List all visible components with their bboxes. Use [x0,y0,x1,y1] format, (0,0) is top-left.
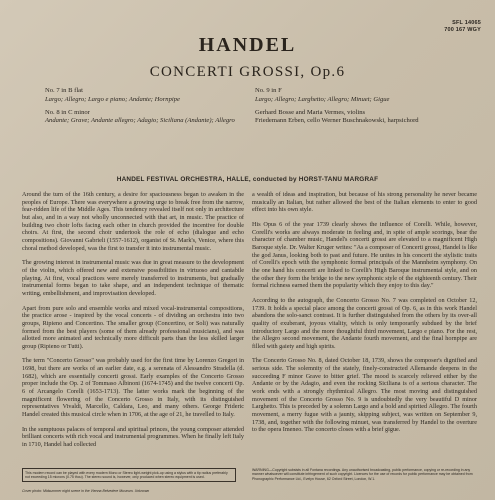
liner-paragraph: The growing interest in instrumental music was due in great measure to the development of the violin, which offered new and extensive possibilities in virtuoso and cantabile playing. At first, vocal practices were merely transferred to instruments, but gradually instrumental forms began to take shape, and an independent technique of thematic writing, embellishment, and improvisation developed. [22,259,244,297]
cover-photo-credit: Cover photo: Midsummer night scene in the Vienna Belvedere Museum. Unknown [22,489,150,493]
work-movements: Largo; Allegro; Largo e piano; Andante; Hornpipe [45,95,180,103]
catalog-number [444,20,481,34]
works-list-left [45,87,250,130]
soloists-violins: Gerhard Bosse and Maria Vermes, violins [255,108,366,116]
liner-paragraph: The term "Concerto Grosso" was probably used for the first time by Lorenzo Gregori in 1698, but there are works of an earlier date, e.g. a serenata of Alessandro Stradella (d. 1682), which are essentially concerti grossi. Early examples of the Concerto Grosso proper include the Op. 2 of Tommaso Albinoni (1674-1745) and the twelve concerti Op. 6 of Arcangelo Corelli (1653-1713). The latter works mark the beginning of the magnificent flowering of the Concerto Grosso in Italy, with its distinguished representatives Vivaldi, Marcello, Caldara, Leo, and many others. George Frideric Handel created this musical circle when in 1706, at the age of 21, he travelled to Italy. [22,357,244,419]
work-title: CONCERTI GROSSI, Op.6 [149,64,346,80]
performers-line: HANDEL FESTIVAL ORCHESTRA, HALLE, conducted by HORST-TANU MARGRAF [116,176,379,183]
liner-paragraph: Apart from pure solo and ensemble works and mixed vocal-instrumental compositions, the practice arose - inspired by the vocal concerts - of dividing an orchestra into two groups, Ripieno and Concertino. The smaller group (Concertino, or Soli) was naturally formed from the best players (some of them already professional musicians), and was allotted more animated and technically more difficult parts than the less skilled larger group (Ripieno or Tutti). [22,304,244,350]
liner-notes-right [252,191,477,434]
work-movements: Largo; Allegro; Larghetto; Allegro; Minuet; Gigue [255,95,390,103]
liner-paragraph: The Concerto Grosso No. 8, dated October 18, 1739, shows the composer's dignified and serious side. The solemnity of the stately, finely-constructed Allemande deepens in the succeeding F minor Grave to bitter grief. The mood is scarcely relieved either by the Andante or by the Adagio, and even the rocking Siciliana is of a serious character. The work ends with a strongly rhythmical Allegro. The most moving and distinguished movement of the Concerto Grosso No. 9 is undoubtedly the very beautiful D minor Larghetto. This is preceded by a solemn Largo and a bold and spirited Allegro. The fourth movement, a merry fugue with a jaunty, skipping subject, was written on September 9, 1738, and, together with the following minuet, was transferred by Handel to the overture to the opera Imeneo. The concerto closes with a brief gigue. [252,357,477,434]
stylus-notice-box: This modern record can be played with every modern Mono or Stereo light-weight pick-up using a stylus with a tip radius preferably not exceeding 15 microns (0.75 thou). The stereo sound is, however, only produced when stereo equipment is used. [22,468,236,482]
liner-paragraph: In the sumptuous palaces of temporal and spiritual princes, the young composer attended brilliant concerts with rich vocal and instrumental programmes. When he finally left Italy in 1710, Handel had collected [22,425,244,449]
work-heading: No. 8 in C minor [45,108,90,116]
copyright-warning: WARNING—Copyright subsists in all Fontana recordings. Any unauthorised broadcasting, public performance, copying or re-recording in any manner whatsoever will constitute infringement of such copyright. Licences for the use of records for public performance may be obtained from Phonographic Performance Ltd., Evelyn House, 62 Oxford Street, London, W.1. [252,468,473,481]
catalog-line-2: 700 167 WGY [444,27,481,33]
composer-heading: HANDEL [198,34,297,56]
liner-paragraph: According to the autograph, the Concerto Grosso No. 7 was completed on October 12, 1739. It holds a special place among the concerti grossi of Op. 6, as in this work Handel abandons the solo-sanct contrast. It is further distinguished from the others by its over-all quality of exuberant, joyous vitality, which is only temporarily subdued by the brief introductory Largo and the more thoughtful third movement, Largo e piano. For the rest, the Allegro second movement, the Andante fourth movement, and the final hornpipe are filled with gaiety and high spirits. [252,296,477,350]
liner-paragraph: Around the turn of the 16th century, a desire for spaciousness began to awaken in the peoples of Europe. There was everywhere a growing urge to break free from the narrow, fear-ridden life of the Middle Ages. This tendency revealed itself not only in architecture but also, and in a way not wholly unconnected with that art, in music. The practice of building two choir lofts facing each other in church provided the incentive for double choirs. At first, the second choir undertook the role of echo (dialogue and echo compositions). Giovanni Gabrieli (1557-1612), organist of St. Mark's, Venice, where this choral method developed, was the first to transfer it into instrumental music. [22,191,244,252]
work-heading: No. 9 in F [255,87,282,94]
liner-paragraph: a wealth of ideas and inspiration, but because of his strong personality he never became musically an Italian, but rather allowed the best of the Italian elements to enter to good effect into his own style. [252,191,477,214]
catalog-line-1: SFL 14065 [452,20,481,26]
work-heading: No. 7 in B flat [45,87,83,94]
liner-paragraph: His Opus 6 of the year 1739 clearly shows the influence of Corelli. While, however, Corelli's works are always moderate in feeling and, in spite of ample scorings, bear the character of chamber music, Handel's concerti grossi are elevated to a magnificent High Baroque style. Dr. Walter Kruger writes: "As a composer of Concerti grossi, Handel is like the god Janus, looking both to past and future. He unites in his concerti the stylistic traits of Corelli's epoch with the symphonic formal principals of the Mannheim symphony. On the one hand his concerti are linked to Corelli's High Baroque instrumental style, and on the other they form the bridge to the new symphonic style of the eighteenth century. Their formal richness earned them the popularity which they enjoy to this day." [252,220,477,290]
work-movements: Andante; Grave; Andante allegro; Adagio; Siciliana (Andante); Allegro [45,117,235,125]
soloists-cello-harpsichord: Friedemann Erben, cello Werner Buschnakowski, harpsichord [255,117,419,125]
works-list-right [255,87,465,126]
liner-notes-left [22,191,244,449]
